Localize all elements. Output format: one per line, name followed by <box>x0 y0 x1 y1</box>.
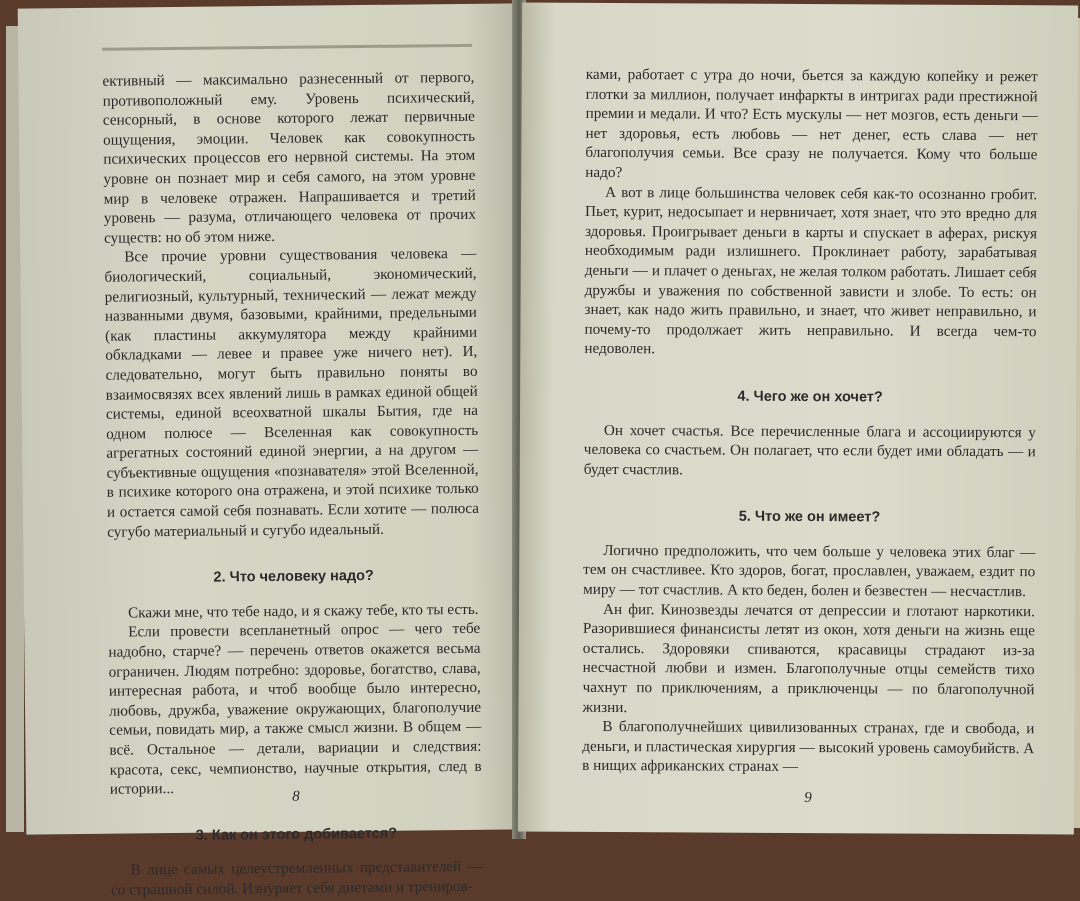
paragraph: Он хочет счастья. Все перечисленные блага и ассоциируются у человека со счастьем. Он полагает, что если будет ими обладать — и будет счастлив. <box>583 421 1036 479</box>
paragraph: А вот в лице большинства человек себя как-то осознанно гробит. Пьет, курит, недосыпает и нервничает, хотя знает, что это вредно для здоровья. Проигрывает деньги в карты и спускает в аферах, рискуя необходимым ради излишнего. Проклинает работу, зарабатывая деньги — и плачет о деньгах, не желая толком работать. Лишает себя дружбы и уважения по собственной зависти и злобе. То есть: он знает, как надо жить правильно, и знает, что живет неправильно, и почему-то продолжает жить неправильно. И всегда чем-то недоволен. <box>584 183 1038 358</box>
paragraph: Все прочие уровни существования человека — биологический, социальный, экономический, религиозный, культурный, технический — лежат между названными двумя, базовыми, крайними, предельными (как пластины аккумулятора между крайними обкладками — левее и правее уже ничего нет). И, следовательно, могут быть правильно поняты во взаимосвязях всех явлений лишь в рамках единой общей системы, единой всеохватной шкалы Бытия, где на одном полюсе — Вселенная как совокупность агрегатных состояний единой энергии, а на другом — субъективные ощущения «познавателя» этой Вселенной, в психике которого она отражена, и этой психике только и остается самой себя познавать. Если хотите — полюса сугубо материальный и сугубо идеальный. <box>104 245 480 541</box>
page-tear-mark <box>102 44 472 51</box>
paragraph: Логично предположить, что чем больше у человека этих благ — тем он счастливее. Кто здоров, богат, прославлен, уважаем, ездит по миру — тот счастлив. А кто беден, болен и безвестен — несчастлив. <box>583 541 1036 601</box>
section-heading: 5. Что же он имеет? <box>738 508 881 526</box>
paragraph: ками, работает с утра до ночи, бьется за каждую копейку и режет глотки за миллион, получает инфаркты в интригах ради престижной премии и медали. И что? Есть мускулы — нет мозгов, есть деньги — нет здоровья, есть любовь — нет денег, есть слава — нет благополучия семьи. Все сразу не получается. Кому что больше надо? <box>585 65 1038 182</box>
section-heading: 2. Что человеку надо? <box>213 568 374 586</box>
paragraph: ективный — максимально разнесенный от первого, противоположный ему. Уровень психический, сенсорный, в основе которого лежат первичные ощущения, эмоции. Человек как совокупность психических процессов его нервной системы. На этом уровне он познает мир и себя самого, на этом уровне мир в человеке отражен. Напрашивается и третий уровень — разума, отличающего человека от прочих существ: но об этом ниже. <box>102 68 476 247</box>
paragraph: Скажи мне, что тебе надо, и я скажу тебе, кто ты есть. <box>127 600 479 622</box>
page-number: 9 <box>804 790 812 807</box>
paragraph: В лице самых целеустремленных представителей — со страшной силой. Изнуряет себя диетами и трениров- <box>110 858 483 899</box>
paragraph: Ан фиг. Кинозвезды лечатся от депрессии и глотают наркотики. Разорившиеся финансисты летят из окон, хотя деньги на жизнь еще остались. Здоровяки спиваются, красавицы страдают из-за несчастной любви и измен. Благополучные отцы семейств тихо чахнут по приключениям, а приключенцы — по благополучной жизни. <box>582 600 1036 716</box>
paragraph: Если провести всепланетный опрос — чего тебе надобно, старче? — перечень ответов окажется весьма ограничен. Людям потребно: здоровье, богатство, слава, интересная работа, и чтоб вообще было интересно, любовь, дружба, уважение окружающих, благополучие семьи, повидать мир, а также смысл жизни. В общем — всё. Остальное — детали, вариации и следствия: красота, секс, чемпионство, научные открытия, след в истории... <box>108 620 482 798</box>
section-heading: 3. Как он этого добивается? <box>195 825 398 844</box>
left-page <box>18 3 523 899</box>
section-heading: 4. Чего же он хочет? <box>737 388 883 406</box>
right-page <box>518 3 1078 835</box>
paragraph: В благополучнейших цивилизованных странах, где и свобода, и деньги, и пластическая хирургия — высокий уровень самоубийств. А в нищих африканских странах — <box>582 718 1035 776</box>
page-number: 8 <box>292 789 300 806</box>
